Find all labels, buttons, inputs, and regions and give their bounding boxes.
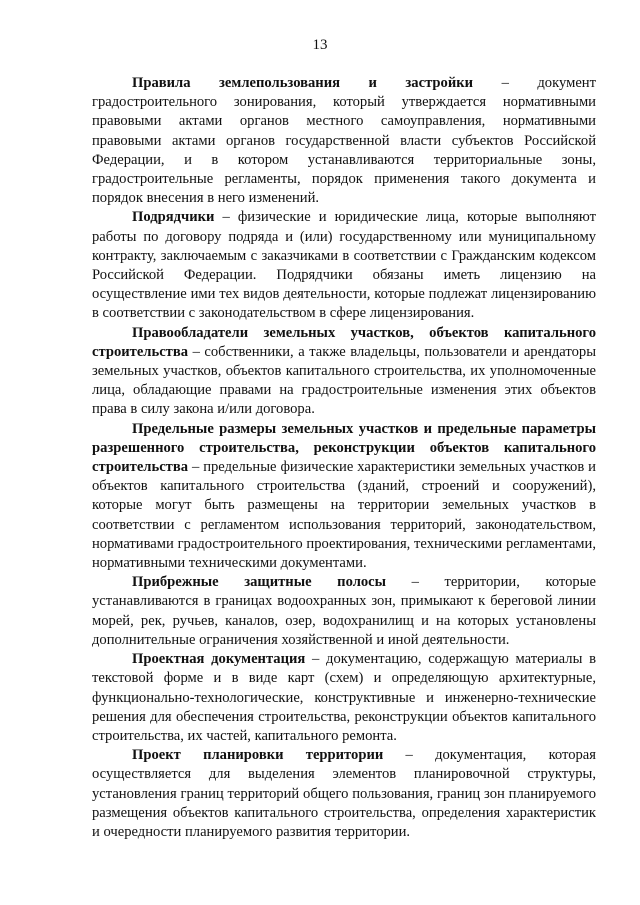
defined-term: Подрядчики [132, 209, 215, 226]
document-body [92, 74, 596, 842]
definition-text: – предельные физические характеристики земельных участков и объектов капитального строительства (зданий, строений и сооружений), которые могут быть размещены на территории земельных участков в соответствии с регламентом использования территорий, законодательством, нормативами градостроительного проектирования, техническими регламентами, нормативными техническими документами. [92, 459, 596, 572]
defined-term: Правила землепользования и застройки [132, 75, 474, 91]
definition-paragraph [92, 650, 596, 746]
definition-text: – территории, которые устанавливаются в границах водоохранных зон, примыкают к береговой линии морей, рек, ручьев, каналов, озер, водохранилищ и на которых установлены дополнительные ограничения хозяйственной и иной деятельности. [92, 574, 596, 648]
definition-paragraph [92, 74, 596, 208]
definition-text: – физические и юридические лица, которые выполняют работы по договору подряда и (или) государственному или муниципальному контракту, заключаемым с заказчиками в соответствии с Гражданским кодексом Российской Федерации. Подрядчики обязаны иметь лицензию на осуществление ими тех видов деятельности, которые подлежат лицензированию в соответствии с законодательством в сфере лицензирования. [92, 209, 596, 322]
defined-term: Предельные размеры земельных участков и предельные параметры разрешенного строительства, реконструкции объектов капитального строительства [92, 420, 596, 476]
defined-term: Проект планировки территории [132, 747, 384, 764]
definition-paragraph [92, 324, 596, 420]
defined-term: Прибрежные защитные полосы [132, 574, 387, 591]
definition-paragraph [92, 746, 596, 842]
page-number: 13 [312, 37, 328, 53]
definition-paragraph [92, 208, 596, 323]
defined-term: Проектная документация [132, 651, 306, 668]
definition-text: – документ градостроительного зонирования, который утверждается нормативными правовыми актами органов местного самоуправления, нормативными правовыми актами органов государственной власти субъектов Российской Федерации, и в котором устанавливаются территориальные зоны, градостроительные регламенты, порядок применения такого документа и порядок внесения в него изменений. [92, 75, 596, 207]
definition-paragraph [92, 573, 596, 650]
defined-term: Правообладатели земельных участков, объектов капитального строительства [92, 324, 596, 360]
definition-text: – документация, которая осуществляется для выделения элементов планировочной структуры, установления границ территорий общего пользования, границ зон планируемого размещения объектов капитального строительства, определения характеристик и очередности планируемого развития территории. [92, 747, 596, 840]
definition-text: – собственники, а также владельцы, пользователи и арендаторы земельных участков, объектов капитального строительства, их уполномоченные лица, обладающие правами на градостроительные изменения этих объектов права в силу закона и/или договора. [92, 343, 596, 418]
definition-paragraph [92, 420, 596, 574]
definition-text: – документацию, содержащую материалы в текстовой форме и в виде карт (схем) и определяющую архитектурные, функционально-технологические, конструктивные и инженерно-технические решения для обеспечения строительства, реконструкции объектов капитального строительства, их частей, капитального ремонта. [92, 651, 596, 744]
